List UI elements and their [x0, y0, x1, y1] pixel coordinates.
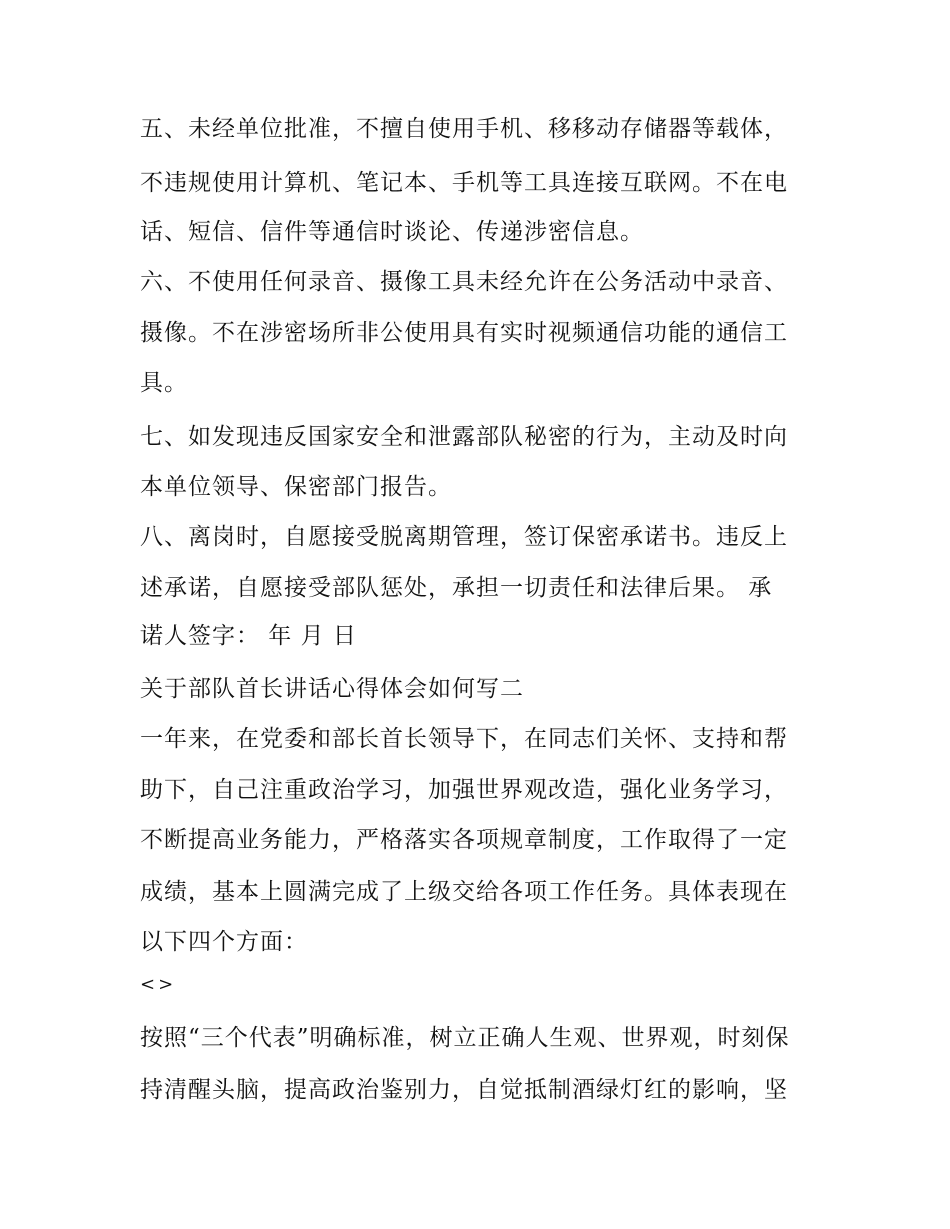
text-line: 持清醒头脑，提高政治鉴别力，自觉抵制酒绿灯红的影响，坚 — [140, 1077, 788, 1103]
text-line: 助下，自己注重政治学习，加强世界观改造，强化业务学习， — [140, 777, 788, 803]
text-line: 一年来，在党委和部长首长领导下，在同志们关怀、支持和帮 — [140, 726, 788, 752]
text-line: 摄像。不在涉密场所非公使用具有实时视频通信功能的通信工 — [140, 320, 788, 346]
text-line: 七、如发现违反国家安全和泄露部队秘密的行为，主动及时向 — [140, 424, 788, 450]
text-line: 六、不使用任何录音、摄像工具未经允许在公务活动中录音、 — [140, 269, 788, 295]
text-line: 以下四个方面： — [140, 929, 308, 955]
text-line: 不违规使用计算机、笔记本、手机等工具连接互联网。不在电 — [140, 170, 788, 196]
text-line: 具。 — [140, 370, 188, 396]
text-line: 话、短信、信件等通信时谈论、传递涉密信息。 — [140, 219, 644, 245]
section-heading: 关于部队首长讲话心得体会如何写二 — [140, 676, 524, 702]
text-line: 五、未经单位批准，不擅自使用手机、移移动存储器等载体， — [140, 116, 788, 142]
text-line: 按照“三个代表”明确标准，树立正确人生观、世界观，时刻保 — [140, 1025, 790, 1051]
text-line: 八、离岗时，自愿接受脱离期管理，签订保密承诺书。违反上 — [140, 524, 788, 550]
text-line: 述承诺，自愿接受部队惩处，承担一切责任和法律后果。 承 — [140, 575, 773, 601]
signature-line: 诺人签字： 年 月 日 — [140, 623, 357, 649]
text-line: 成绩，基本上圆满完成了上级交给各项工作任务。具体表现在 — [140, 879, 788, 905]
text-line: 不断提高业务能力，严格落实各项规章制度，工作取得了一定 — [140, 827, 788, 853]
placeholder-marker: <> — [140, 974, 177, 995]
text-line: 本单位领导、保密部门报告。 — [140, 474, 452, 500]
